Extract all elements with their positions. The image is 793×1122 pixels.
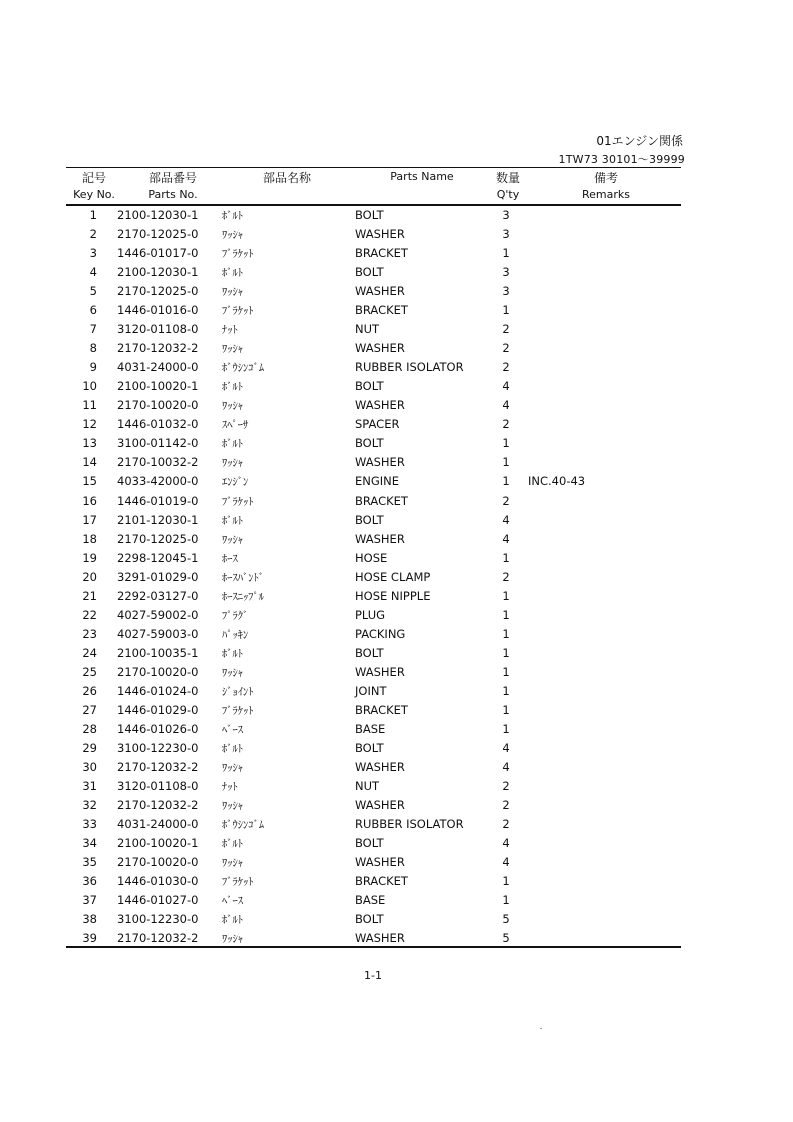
part-name-jp: ﾌﾟﾗｸﾞ: [222, 609, 249, 622]
part-number: 2100-12030-1: [117, 208, 199, 222]
part-number: 4027-59002-0: [117, 607, 199, 622]
quantity: 3: [502, 208, 510, 222]
part-name-en: RUBBER ISOLATOR: [355, 817, 464, 831]
quantity: 4: [502, 836, 510, 850]
part-number: 2298-12045-1: [117, 550, 199, 565]
key-no: 4: [89, 265, 97, 280]
key-no: 2: [89, 227, 97, 241]
key-no: 21: [82, 588, 97, 603]
table-row: [0, 455, 793, 474]
part-number: 3120-01108-0: [117, 322, 199, 337]
part-name-en: WASHER: [355, 855, 405, 869]
part-name-en: BOLT: [355, 379, 384, 394]
table-row: [0, 646, 793, 665]
scan-speck: [540, 1028, 542, 1029]
part-name-en: ENGINE: [355, 474, 400, 489]
part-name-en: BOLT: [355, 436, 384, 451]
part-name-en: BRACKET: [355, 246, 408, 261]
part-name-jp: ﾎﾞﾙﾄ: [222, 647, 243, 660]
table-row: [0, 798, 793, 817]
key-no: 15: [82, 474, 97, 489]
quantity: 1: [502, 588, 510, 603]
table-row: [0, 284, 793, 303]
quantity: 4: [502, 531, 510, 546]
col-header-name-jp: 部品名称: [262, 171, 311, 185]
quantity: 2: [502, 778, 510, 793]
part-name-jp: ﾜｯｼｬ: [222, 761, 243, 774]
quantity: 3: [502, 265, 510, 280]
part-name-jp: ﾜｯｼｬ: [222, 343, 243, 356]
key-no: 8: [89, 341, 97, 356]
part-name-en: BASE: [355, 721, 386, 736]
quantity: 1: [502, 874, 510, 889]
part-name-en: BOLT: [355, 208, 384, 222]
col-header-key-en: Key No.: [73, 188, 115, 201]
table-row: [0, 265, 793, 284]
table-row: [0, 208, 793, 227]
key-no: 9: [89, 360, 97, 375]
part-number: 3120-01108-0: [117, 778, 199, 793]
key-no: 13: [82, 436, 97, 451]
table-row: [0, 703, 793, 722]
key-no: 16: [82, 493, 97, 508]
part-name-jp: ﾜｯｼｬ: [222, 933, 243, 946]
part-name-jp: ﾌﾞﾗｹｯﾄ: [222, 876, 254, 889]
part-name-jp: ｽﾍﾟｰｻ: [222, 419, 249, 432]
part-number: 1446-01026-0: [117, 721, 199, 736]
key-no: 6: [89, 303, 97, 318]
key-no: 5: [89, 284, 97, 299]
part-name-en: BRACKET: [355, 702, 408, 717]
part-number: 2100-10035-1: [117, 645, 199, 660]
part-number: 1446-01024-0: [117, 683, 199, 698]
quantity: 2: [502, 493, 510, 508]
key-no: 29: [82, 740, 97, 755]
key-no: 19: [82, 550, 97, 565]
part-number: 4033-42000-0: [117, 474, 199, 489]
part-number: 1446-01032-0: [117, 417, 199, 432]
quantity: 1: [502, 702, 510, 717]
quantity: 1: [502, 721, 510, 736]
key-no: 25: [82, 664, 97, 679]
quantity: 1: [502, 645, 510, 660]
part-number: 1446-01017-0: [117, 246, 199, 261]
key-no: 30: [82, 759, 97, 774]
table-row: [0, 513, 793, 532]
part-name-jp: ﾎﾞｳｼﾝｺﾞﾑ: [222, 819, 264, 831]
part-name-jp: ﾍﾞｰｽ: [222, 895, 243, 908]
table-row: [0, 474, 793, 493]
key-no: 26: [82, 683, 97, 698]
quantity: 2: [502, 817, 510, 831]
table-row: [0, 817, 793, 836]
col-header-key-jp: 記号: [81, 171, 106, 185]
part-name-en: WASHER: [355, 531, 405, 546]
part-name-en: WASHER: [355, 931, 405, 946]
key-no: 14: [82, 455, 97, 470]
table-row: [0, 417, 793, 436]
key-no: 27: [82, 702, 97, 717]
part-number: 1446-01019-0: [117, 493, 199, 508]
part-name-en: PACKING: [355, 626, 406, 641]
part-number: 4027-59003-0: [117, 626, 199, 641]
part-number: 3100-12230-0: [117, 740, 199, 755]
part-number: 2170-10020-0: [117, 398, 199, 413]
quantity: 3: [502, 284, 510, 299]
table-row: [0, 398, 793, 417]
quantity: 1: [502, 246, 510, 261]
quantity: 2: [502, 322, 510, 337]
part-name-jp: ﾎﾞﾙﾄ: [222, 381, 243, 394]
quantity: 2: [502, 360, 510, 375]
quantity: 1: [502, 474, 510, 489]
key-no: 37: [82, 893, 97, 908]
key-no: 17: [82, 512, 97, 527]
quantity: 1: [502, 607, 510, 622]
part-name-en: BOLT: [355, 912, 384, 927]
key-no: 35: [82, 855, 97, 869]
quantity: 2: [502, 341, 510, 356]
part-number: 3100-12230-0: [117, 912, 199, 927]
part-name-jp: ﾎｰｽﾊﾞﾝﾄﾞ: [222, 571, 264, 584]
table-row: [0, 627, 793, 646]
table-row: [0, 341, 793, 360]
part-number: 3100-01142-0: [117, 436, 199, 451]
table-row: [0, 760, 793, 779]
part-name-en: WASHER: [355, 398, 405, 413]
key-no: 7: [89, 322, 97, 337]
quantity: 4: [502, 759, 510, 774]
part-number: 1446-01030-0: [117, 874, 199, 889]
table-row: [0, 665, 793, 684]
part-number: 2170-10032-2: [117, 455, 199, 470]
remarks: INC.40-43: [528, 474, 586, 489]
key-no: 1: [89, 208, 97, 222]
part-name-en: WASHER: [355, 227, 405, 241]
part-number: 1446-01016-0: [117, 303, 199, 318]
col-header-qty-jp: 数量: [495, 171, 520, 185]
quantity: 4: [502, 398, 510, 413]
part-number: 4031-24000-0: [117, 360, 199, 375]
table-row: [0, 836, 793, 855]
part-name-jp: ﾜｯｼｬ: [222, 666, 243, 679]
part-name-jp: ﾍﾞｰｽ: [222, 723, 243, 736]
quantity: 4: [502, 855, 510, 869]
part-name-en: NUT: [355, 322, 380, 337]
key-no: 28: [82, 721, 97, 736]
table-row: [0, 912, 793, 931]
part-number: 2170-12025-0: [117, 227, 199, 241]
quantity: 1: [502, 436, 510, 451]
section-title: 01エンジン関係: [596, 134, 683, 148]
key-no: 39: [82, 931, 97, 946]
part-name-en: JOINT: [355, 683, 387, 698]
part-number: 2101-12030-1: [117, 512, 199, 527]
key-no: 38: [82, 912, 97, 927]
part-name-jp: ﾜｯｼｬ: [222, 457, 243, 470]
part-number: 2170-12032-2: [117, 341, 199, 356]
part-name-jp: ﾎﾞﾙﾄ: [222, 210, 243, 222]
part-name-jp: ﾜｯｼｬ: [222, 799, 243, 812]
part-name-jp: ﾅｯﾄ: [222, 780, 238, 793]
part-name-en: SPACER: [355, 417, 400, 432]
key-no: 3: [89, 246, 97, 261]
table-row: [0, 874, 793, 893]
table-row: [0, 855, 793, 874]
part-name-en: WASHER: [355, 797, 405, 812]
quantity: 2: [502, 417, 510, 432]
part-name-en: BOLT: [355, 836, 384, 850]
part-name-jp: ﾌﾞﾗｹｯﾄ: [222, 248, 254, 261]
part-number: 2170-10020-0: [117, 664, 199, 679]
table-rule-end: [66, 946, 681, 948]
part-name-jp: ﾜｯｼｬ: [222, 286, 243, 299]
quantity: 1: [502, 455, 510, 470]
key-no: 32: [82, 797, 97, 812]
quantity: 1: [502, 550, 510, 565]
part-number: 3291-01029-0: [117, 569, 199, 584]
part-name-en: WASHER: [355, 341, 405, 356]
part-name-jp: ﾎﾞﾙﾄ: [222, 438, 243, 451]
header-rule-top: [66, 167, 681, 168]
table-row: [0, 741, 793, 760]
key-no: 36: [82, 874, 97, 889]
quantity: 4: [502, 512, 510, 527]
part-number: 4031-24000-0: [117, 817, 199, 831]
part-name-jp: ﾎﾞﾙﾄ: [222, 742, 243, 755]
table-row: [0, 379, 793, 398]
key-no: 18: [82, 531, 97, 546]
key-no: 31: [82, 778, 97, 793]
col-header-partno-en: Parts No.: [148, 188, 198, 201]
part-name-en: NUT: [355, 778, 380, 793]
part-number: 2292-03127-0: [117, 588, 199, 603]
page-number: 1-1: [364, 969, 382, 982]
table-row: [0, 494, 793, 513]
part-name-en: WASHER: [355, 759, 405, 774]
key-no: 22: [82, 607, 97, 622]
table-row: [0, 246, 793, 265]
col-header-remarks-en: Remarks: [582, 188, 630, 201]
quantity: 4: [502, 379, 510, 394]
key-no: 33: [82, 817, 97, 831]
key-no: 24: [82, 645, 97, 660]
part-name-jp: ﾎﾞﾙﾄ: [222, 267, 243, 280]
table-row: [0, 570, 793, 589]
part-number: 2100-10020-1: [117, 836, 199, 850]
part-number: 2170-12025-0: [117, 531, 199, 546]
quantity: 1: [502, 893, 510, 908]
part-name-jp: ﾎﾞﾙﾄ: [222, 914, 243, 927]
key-no: 10: [82, 379, 97, 394]
part-name-jp: ﾎﾞｳｼﾝｺﾞﾑ: [222, 362, 264, 375]
part-number: 1446-01027-0: [117, 893, 199, 908]
part-name-jp: ﾊﾟｯｷﾝ: [222, 628, 249, 641]
part-name-jp: ﾌﾞﾗｹｯﾄ: [222, 495, 254, 508]
serial-range: 1TW73 30101～39999: [558, 153, 685, 166]
key-no: 20: [82, 569, 97, 584]
table-row: [0, 893, 793, 912]
quantity: 1: [502, 664, 510, 679]
key-no: 11: [82, 398, 97, 413]
part-name-en: HOSE CLAMP: [355, 569, 431, 584]
part-name-jp: ｴﾝｼﾞﾝ: [222, 476, 249, 489]
part-number: 2170-12032-2: [117, 797, 199, 812]
table-row: [0, 551, 793, 570]
part-name-jp: ｼﾞｮｲﾝﾄ: [222, 685, 254, 698]
part-name-jp: ﾎﾞﾙﾄ: [222, 838, 243, 850]
part-name-en: WASHER: [355, 455, 405, 470]
part-name-en: HOSE: [355, 550, 388, 565]
part-number: 2170-12025-0: [117, 284, 199, 299]
table-row: [0, 589, 793, 608]
quantity: 5: [502, 931, 510, 946]
key-no: 23: [82, 626, 97, 641]
quantity: 4: [502, 740, 510, 755]
col-header-name-en: Parts Name: [390, 170, 454, 183]
quantity: 2: [502, 797, 510, 812]
part-name-jp: ﾎｰｽﾆｯﾌﾟﾙ: [222, 590, 264, 603]
table-row: [0, 684, 793, 703]
part-name-en: WASHER: [355, 284, 405, 299]
table-row: [0, 322, 793, 341]
table-row: [0, 436, 793, 455]
part-name-en: BASE: [355, 893, 386, 908]
part-number: 2170-12032-2: [117, 759, 199, 774]
part-name-en: HOSE NIPPLE: [355, 588, 431, 603]
part-number: 2100-12030-1: [117, 265, 199, 280]
part-number: 1446-01029-0: [117, 702, 199, 717]
part-number: 2170-12032-2: [117, 931, 199, 946]
quantity: 2: [502, 569, 510, 584]
quantity: 1: [502, 683, 510, 698]
part-name-en: BRACKET: [355, 493, 408, 508]
part-name-en: BOLT: [355, 265, 384, 280]
part-name-en: BOLT: [355, 645, 384, 660]
part-name-en: RUBBER ISOLATOR: [355, 360, 464, 375]
table-row: [0, 779, 793, 798]
quantity: 3: [502, 227, 510, 241]
col-header-qty-en: Q'ty: [496, 188, 520, 201]
part-name-jp: ﾎｰｽ: [222, 552, 238, 565]
part-name-jp: ﾌﾞﾗｹｯﾄ: [222, 704, 254, 717]
part-name-jp: ﾜｯｼｬ: [222, 533, 243, 546]
part-name-en: BRACKET: [355, 874, 408, 889]
table-row: [0, 722, 793, 741]
quantity: 5: [502, 912, 510, 927]
table-row: [0, 532, 793, 551]
part-name-en: BRACKET: [355, 303, 408, 318]
table-row: [0, 227, 793, 246]
part-number: 2100-10020-1: [117, 379, 199, 394]
table-row: [0, 608, 793, 627]
key-no: 12: [82, 417, 97, 432]
part-name-jp: ﾌﾞﾗｹｯﾄ: [222, 305, 254, 318]
part-name-en: BOLT: [355, 740, 384, 755]
col-header-partno-jp: 部品番号: [148, 171, 197, 185]
key-no: 34: [82, 836, 97, 850]
col-header-remarks-jp: 備考: [593, 171, 618, 185]
quantity: 1: [502, 303, 510, 318]
header-rule-bottom: [66, 204, 681, 206]
part-name-en: WASHER: [355, 664, 405, 679]
part-name-en: PLUG: [355, 607, 386, 622]
quantity: 1: [502, 626, 510, 641]
part-name-jp: ﾜｯｼｬ: [222, 229, 243, 241]
part-name-jp: ﾎﾞﾙﾄ: [222, 514, 243, 527]
part-name-jp: ﾜｯｼｬ: [222, 400, 243, 413]
part-name-jp: ﾅｯﾄ: [222, 324, 238, 337]
table-row: [0, 360, 793, 379]
table-row: [0, 303, 793, 322]
part-number: 2170-10020-0: [117, 855, 199, 869]
part-name-jp: ﾜｯｼｬ: [222, 857, 243, 869]
part-name-en: BOLT: [355, 512, 384, 527]
